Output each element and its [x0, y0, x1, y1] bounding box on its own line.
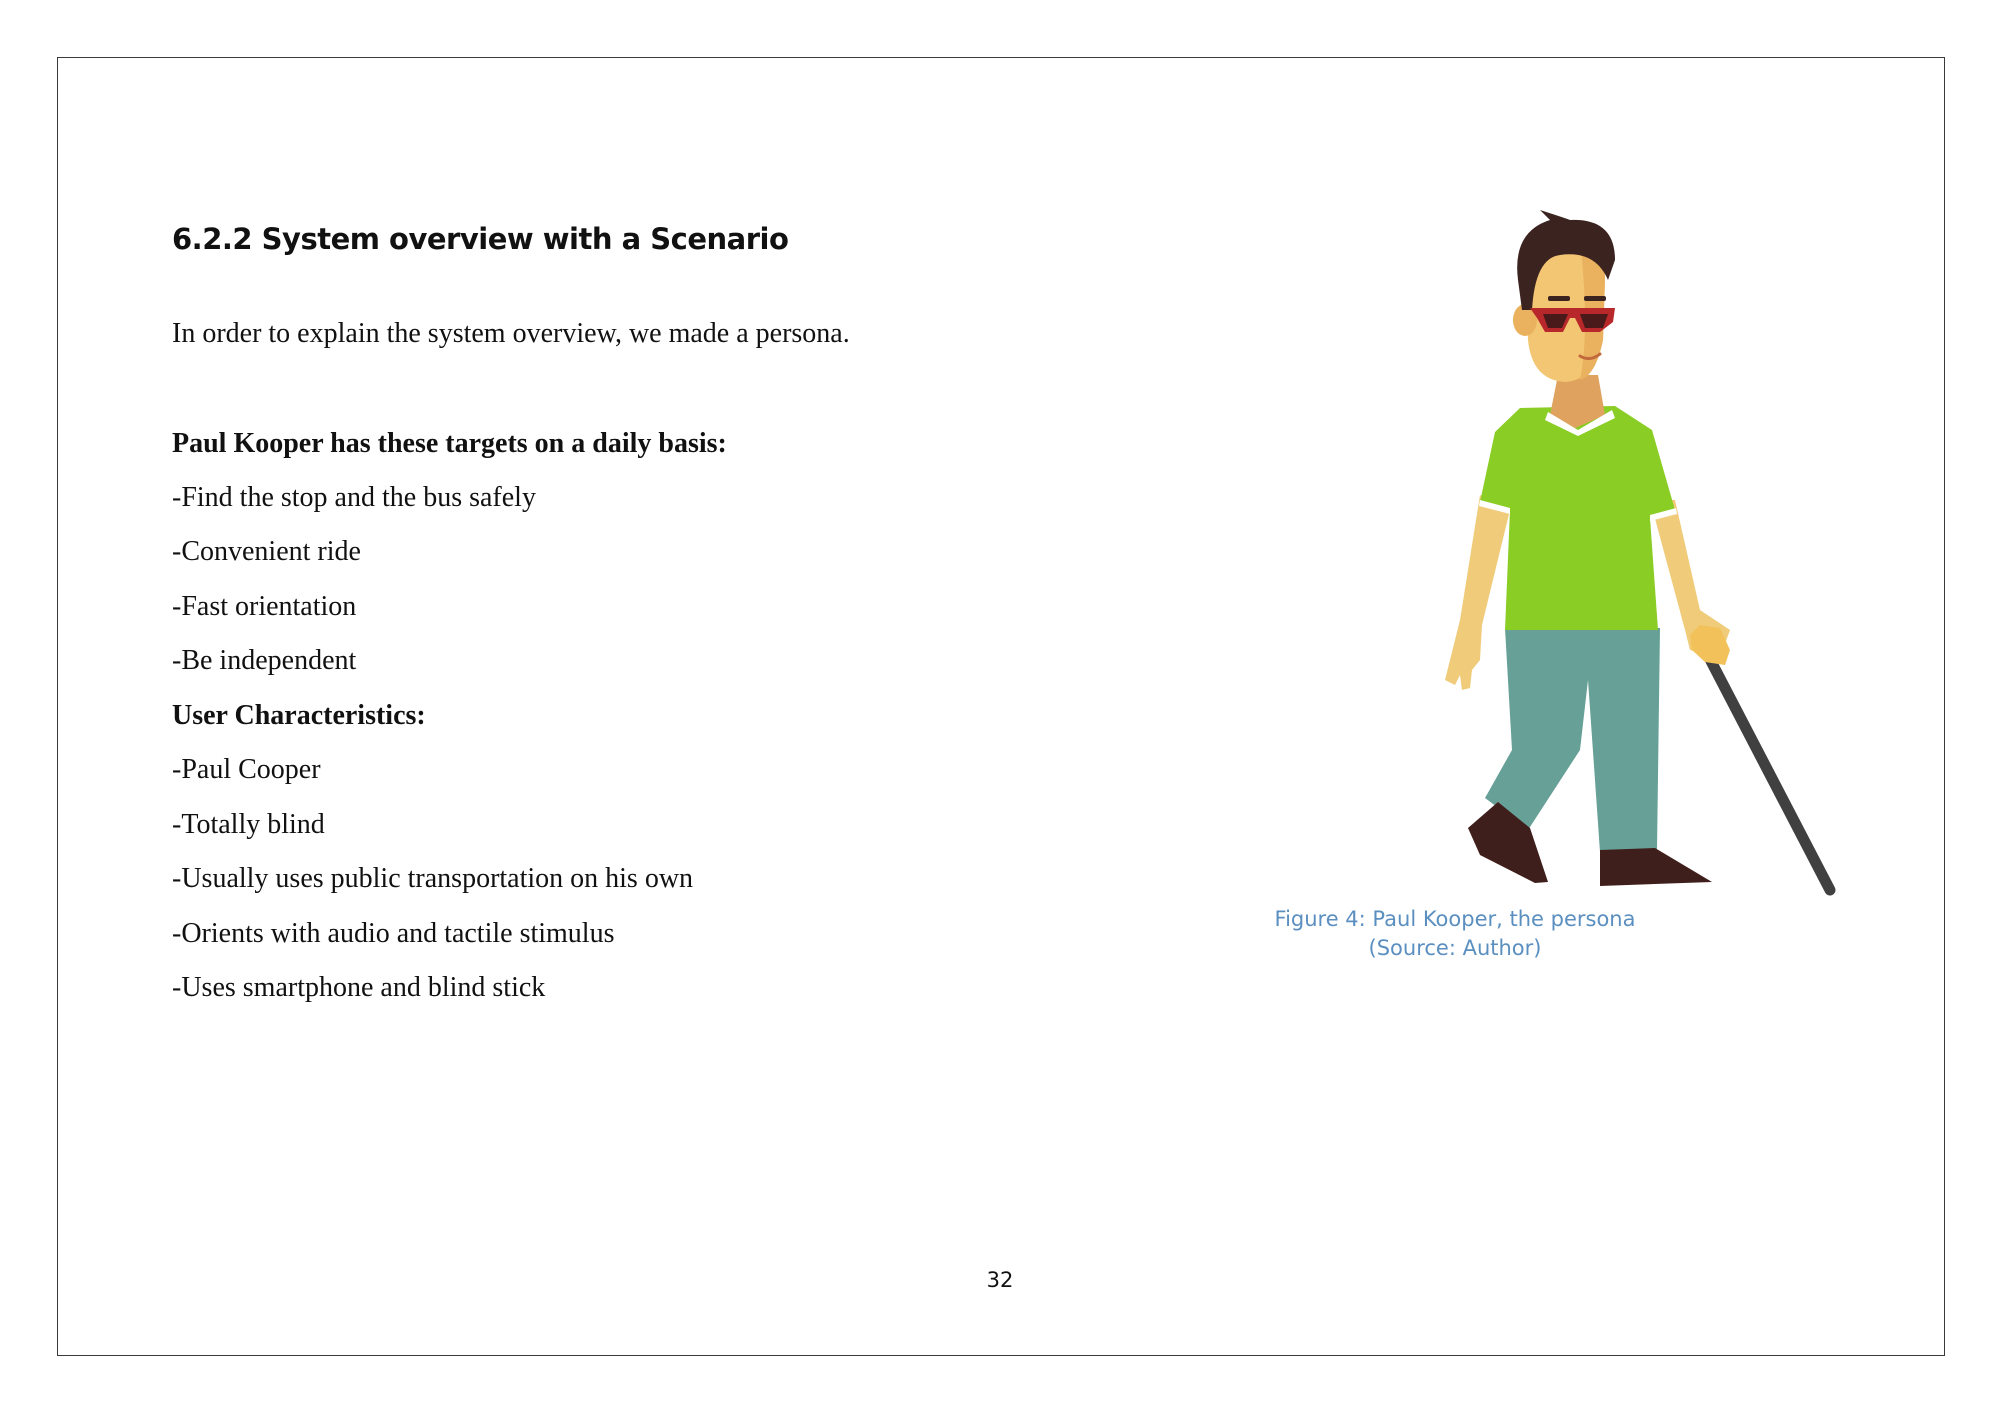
target-item: -Fast orientation: [172, 591, 357, 622]
page-number: 32: [986, 1268, 1014, 1292]
targets-title: Paul Kooper has these targets on a daily basis:: [172, 428, 727, 459]
characteristic-item: -Paul Cooper: [172, 754, 321, 785]
cane: [1700, 640, 1830, 890]
caption-title: Figure 4: Paul Kooper, the persona: [1274, 907, 1636, 931]
left-arm: [1445, 495, 1510, 690]
target-item: -Convenient ride: [172, 536, 361, 567]
characteristic-item: -Orients with audio and tactile stimulus: [172, 918, 615, 949]
intro-paragraph: In order to explain the system overview, we made a persona.: [172, 318, 850, 349]
target-item: -Find the stop and the bus safely: [172, 482, 536, 513]
characteristics-title: User Characteristics:: [172, 700, 426, 731]
caption-source: (Source: Author): [1368, 936, 1542, 960]
characteristic-item: -Usually uses public transportation on his own: [172, 863, 694, 894]
right-shoe: [1600, 848, 1712, 886]
characteristic-item: -Uses smartphone and blind stick: [172, 972, 546, 1003]
target-item: -Be independent: [172, 645, 357, 676]
persona-illustration: [1400, 210, 1860, 900]
section-heading: 6.2.2 System overview with a Scenario: [172, 222, 789, 256]
figure-caption: [1230, 905, 1680, 963]
characteristic-item: -Totally blind: [172, 809, 325, 840]
shirt: [1480, 406, 1675, 630]
